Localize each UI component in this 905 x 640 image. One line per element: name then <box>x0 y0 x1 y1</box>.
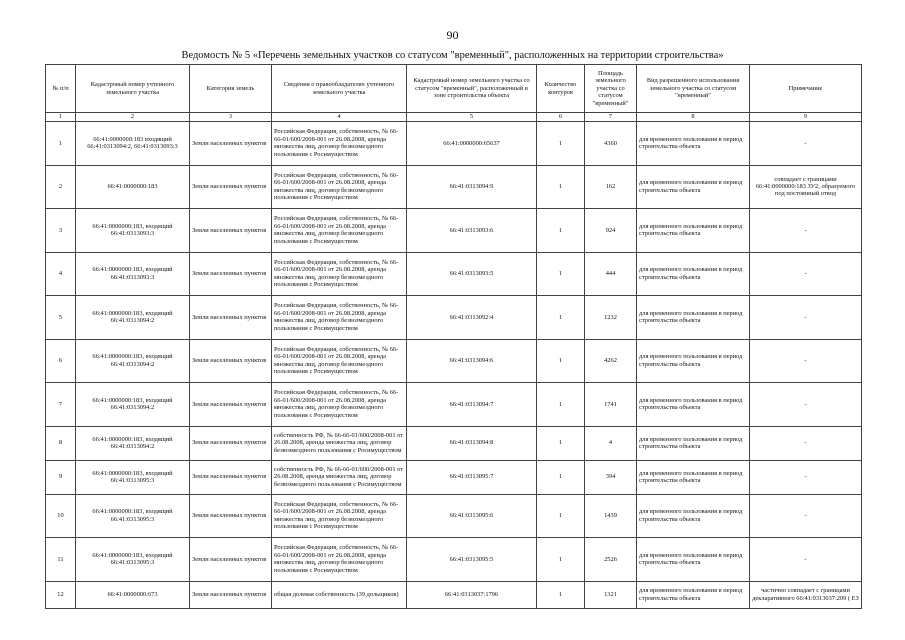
cell-owner-info: Российская Федерация, собственность, № 66-66-01/600/2008-001 от 26.08.2008, аренда множества лиц, договор безвозмездного пользования с Росимуществом <box>272 538 407 582</box>
cell-cadastral-number: 66:41:0000000:183, входящий 66:41:0313094:2 <box>76 296 190 340</box>
cell-permitted-use: для временного пользования в период строительства объекта <box>637 538 750 582</box>
cell-permitted-use: для временного пользования в период строительства объекта <box>637 426 750 460</box>
cell-temp-cadastral-number: 66:41:0313094:7 <box>407 383 537 427</box>
cell-permitted-use: для временного пользования в период строительства объекта <box>637 122 750 166</box>
cell-area: 444 <box>585 252 637 296</box>
column-number: 4 <box>272 113 407 122</box>
cell-permitted-use: для временного пользования в период строительства объекта <box>637 383 750 427</box>
table-row <box>46 209 862 253</box>
cell-owner-info: Российская Федерация, собственность, № 66-66-01/600/2008-001 от 26.08.2008, аренда множества лиц, договор безвозмездного пользования с Росимуществом <box>272 122 407 166</box>
column-header-use: Вид разрешенного использования земельного участка со статусом "временный" <box>637 65 750 113</box>
cell-area: 162 <box>585 165 637 209</box>
column-number: 2 <box>76 113 190 122</box>
column-header-owner: Сведения о правообладателях учтенного земельного участка <box>272 65 407 113</box>
cell-area: 1439 <box>585 494 637 538</box>
cell-contours: 1 <box>537 209 585 253</box>
cell-contours: 1 <box>537 581 585 608</box>
cell-owner-info: Российская Федерация, собственность, № 66-66-01/600/2008-001 от 26.08.2008, аренда множества лиц, договор безвозмездного пользования с Росимуществом <box>272 252 407 296</box>
cell-cadastral-number: 66:41:0000000:183, входящий 66:41:0313095:3 <box>76 494 190 538</box>
cell-permitted-use: для временного пользования в период строительства объекта <box>637 252 750 296</box>
cell-land-category: Земли населенных пунктов <box>190 383 272 427</box>
cell-temp-cadastral-number: 66:41:0313094:8 <box>407 426 537 460</box>
column-number: 5 <box>407 113 537 122</box>
cell-area: 394 <box>585 460 637 494</box>
cell-contours: 1 <box>537 538 585 582</box>
cell-temp-cadastral-number: 66:41:0000000:65637 <box>407 122 537 166</box>
cell-temp-cadastral-number: 66:41:0313095:5 <box>407 538 537 582</box>
cell-row-number: 6 <box>46 339 76 383</box>
cell-temp-cadastral-number: 66:41:0313095:6 <box>407 494 537 538</box>
column-header-category: Категория земель <box>190 65 272 113</box>
cell-row-number: 4 <box>46 252 76 296</box>
cell-cadastral-number: 66:41:0000000:183, входящий 66:41:0313094:2 <box>76 426 190 460</box>
cell-permitted-use: для временного пользования в период строительства объекта <box>637 581 750 608</box>
cell-row-number: 10 <box>46 494 76 538</box>
cell-temp-cadastral-number: 66:41:0313093:5 <box>407 252 537 296</box>
cell-contours: 1 <box>537 426 585 460</box>
column-number: 9 <box>750 113 862 122</box>
cell-area: 2526 <box>585 538 637 582</box>
cell-contours: 1 <box>537 252 585 296</box>
document-title: Ведомость № 5 «Перечень земельных участков со статусом "временный", расположенных на территории строительства» <box>181 50 724 61</box>
cell-note: - <box>750 209 862 253</box>
table-header-row <box>46 65 862 113</box>
cell-note: частично совпадает с границами декларативного 66:41:0313037:209 ( ЕЗ <box>750 581 862 608</box>
cell-land-category: Земли населенных пунктов <box>190 209 272 253</box>
cell-temp-cadastral-number: 66:41:0313093:6 <box>407 209 537 253</box>
cell-permitted-use: для временного пользования в период строительства объекта <box>637 339 750 383</box>
cell-owner-info: собственность РФ, № 66-66-01/600/2008-001 от 26.08.2008, аренда множества лиц, договор безвозмездного пользования с Росимуществом <box>272 426 407 460</box>
column-number-row <box>46 113 862 122</box>
cell-note: - <box>750 296 862 340</box>
cell-cadastral-number: 66:41:0000000:183, входящий 66:41:0313095:3 <box>76 460 190 494</box>
cell-permitted-use: для временного пользования в период строительства объекта <box>637 494 750 538</box>
cell-permitted-use: для временного пользования в период строительства объекта <box>637 460 750 494</box>
cell-area: 1232 <box>585 296 637 340</box>
cell-row-number: 2 <box>46 165 76 209</box>
cell-note: - <box>750 252 862 296</box>
cell-row-number: 5 <box>46 296 76 340</box>
cell-owner-info: Российская Федерация, собственность, № 66-66-01/600/2008-001 от 26.08.2008, аренда множества лиц, договор безвозмездного пользования с Росимуществом <box>272 209 407 253</box>
cell-cadastral-number: 66:41:0000000:183, входящий 66:41:0313095:3 <box>76 538 190 582</box>
cell-area: 4262 <box>585 339 637 383</box>
table-row <box>46 494 862 538</box>
column-number: 8 <box>637 113 750 122</box>
cell-contours: 1 <box>537 165 585 209</box>
page-number: 90 <box>446 28 459 42</box>
column-number: 1 <box>46 113 76 122</box>
cell-owner-info: Российская Федерация, собственность, № 66-66-01/600/2008-001 от 26.08.2008, аренда множества лиц, договор безвозмездного пользования с Росимуществом <box>272 165 407 209</box>
cell-note: - <box>750 538 862 582</box>
cell-note: совпадает с границами 66:41:0000000:183 ЗУ2, образуемого под постоянный отвод <box>750 165 862 209</box>
table-row <box>46 252 862 296</box>
table-row <box>46 339 862 383</box>
cell-land-category: Земли населенных пунктов <box>190 460 272 494</box>
cell-row-number: 9 <box>46 460 76 494</box>
cell-owner-info: Российская Федерация, собственность, № 66-66-01/600/2008-001 от 26.08.2008, аренда множества лиц, договор безвозмездного пользования с Росимуществом <box>272 339 407 383</box>
table-row <box>46 426 862 460</box>
cell-area: 4360 <box>585 122 637 166</box>
cell-contours: 1 <box>537 296 585 340</box>
cell-area: 1741 <box>585 383 637 427</box>
cell-contours: 1 <box>537 339 585 383</box>
cell-land-category: Земли населенных пунктов <box>190 339 272 383</box>
table-row <box>46 538 862 582</box>
cell-owner-info: общая долевая собственность (39 дольщиков) <box>272 581 407 608</box>
cell-land-category: Земли населенных пунктов <box>190 538 272 582</box>
column-header-cadastral: Кадастровый номер учтенного земельного участка <box>76 65 190 113</box>
table-body <box>46 122 862 609</box>
cell-contours: 1 <box>537 122 585 166</box>
cell-cadastral-number: 66:41:0000000:183, входящий 66:41:0313093:3 <box>76 252 190 296</box>
cell-land-category: Земли населенных пунктов <box>190 252 272 296</box>
table-row <box>46 581 862 608</box>
cell-land-category: Земли населенных пунктов <box>190 494 272 538</box>
cell-contours: 1 <box>537 460 585 494</box>
cell-temp-cadastral-number: 66:41:0313095:7 <box>407 460 537 494</box>
cell-cadastral-number: 66:41:0000000:183 <box>76 165 190 209</box>
cell-row-number: 8 <box>46 426 76 460</box>
land-plots-table-container <box>45 64 861 609</box>
cell-area: 924 <box>585 209 637 253</box>
cell-row-number: 12 <box>46 581 76 608</box>
cell-note: - <box>750 339 862 383</box>
table-row <box>46 296 862 340</box>
cell-land-category: Земли населенных пунктов <box>190 165 272 209</box>
table-row <box>46 165 862 209</box>
cell-note: - <box>750 122 862 166</box>
cell-owner-info: собственность РФ, № 66-66-01/600/2008-001 от 26.08.2008, аренда множества лиц, договор безвозмездного пользования с Росимуществом <box>272 460 407 494</box>
cell-land-category: Земли населенных пунктов <box>190 296 272 340</box>
table-row <box>46 122 862 166</box>
cell-land-category: Земли населенных пунктов <box>190 122 272 166</box>
cell-note: - <box>750 426 862 460</box>
cell-owner-info: Российская Федерация, собственность, № 66-66-01/600/2008-001 от 26.08.2008, аренда множества лиц, договор безвозмездного пользования с Росимуществом <box>272 383 407 427</box>
column-number: 6 <box>537 113 585 122</box>
cell-cadastral-number: 66:41:0000000:673 <box>76 581 190 608</box>
cell-area: 1321 <box>585 581 637 608</box>
cell-owner-info: Российская Федерация, собственность, № 66-66-01/600/2008-001 от 26.08.2008, аренда множества лиц, договор безвозмездного пользования с Росимуществом <box>272 296 407 340</box>
column-number: 3 <box>190 113 272 122</box>
column-header-temp-cadastral: Кадастровый номер земельного участка со статусом "временный", расположенный в зоне строительства объекта <box>407 65 537 113</box>
cell-permitted-use: для временного пользования в период строительства объекта <box>637 209 750 253</box>
cell-cadastral-number: 66:41:0000000:183, входящий 66:41:0313094:2 <box>76 383 190 427</box>
column-number: 7 <box>585 113 637 122</box>
cell-cadastral-number: 66:41:0000000:183 входящий 66:41:0313094:2, 66:41:0313093:3 <box>76 122 190 166</box>
cell-row-number: 11 <box>46 538 76 582</box>
cell-note: - <box>750 460 862 494</box>
cell-note: - <box>750 383 862 427</box>
cell-row-number: 7 <box>46 383 76 427</box>
cell-contours: 1 <box>537 383 585 427</box>
cell-permitted-use: для временного пользования в период строительства объекта <box>637 296 750 340</box>
cell-owner-info: Российская Федерация, собственность, № 66-66-01/600/2008-001 от 26.08.2008, аренда множества лиц, договор безвозмездного пользования с Росимуществом <box>272 494 407 538</box>
cell-permitted-use: для временного пользования в период строительства объекта <box>637 165 750 209</box>
land-plots-table <box>45 64 862 609</box>
table-row <box>46 460 862 494</box>
cell-row-number: 3 <box>46 209 76 253</box>
cell-temp-cadastral-number: 66:41:0313092:4 <box>407 296 537 340</box>
cell-temp-cadastral-number: 66:41:0313037:1796 <box>407 581 537 608</box>
cell-note: - <box>750 494 862 538</box>
cell-row-number: 1 <box>46 122 76 166</box>
cell-cadastral-number: 66:41:0000000:183, входящий 66:41:0313093:3 <box>76 209 190 253</box>
cell-area: 4 <box>585 426 637 460</box>
cell-cadastral-number: 66:41:0000000:183, входящий 66:41:0313094:2 <box>76 339 190 383</box>
column-header-contours: Количество контуров <box>537 65 585 113</box>
cell-contours: 1 <box>537 494 585 538</box>
cell-temp-cadastral-number: 66:41:0313094:9 <box>407 165 537 209</box>
cell-land-category: Земли населенных пунктов <box>190 426 272 460</box>
column-header-number: № п/п <box>46 65 76 113</box>
column-header-area: Площадь земельного участка со статусом "временный" <box>585 65 637 113</box>
cell-temp-cadastral-number: 66:41:0313094:6 <box>407 339 537 383</box>
cell-land-category: Земли населенных пунктов <box>190 581 272 608</box>
table-row <box>46 383 862 427</box>
column-header-note: Примечание <box>750 65 862 113</box>
